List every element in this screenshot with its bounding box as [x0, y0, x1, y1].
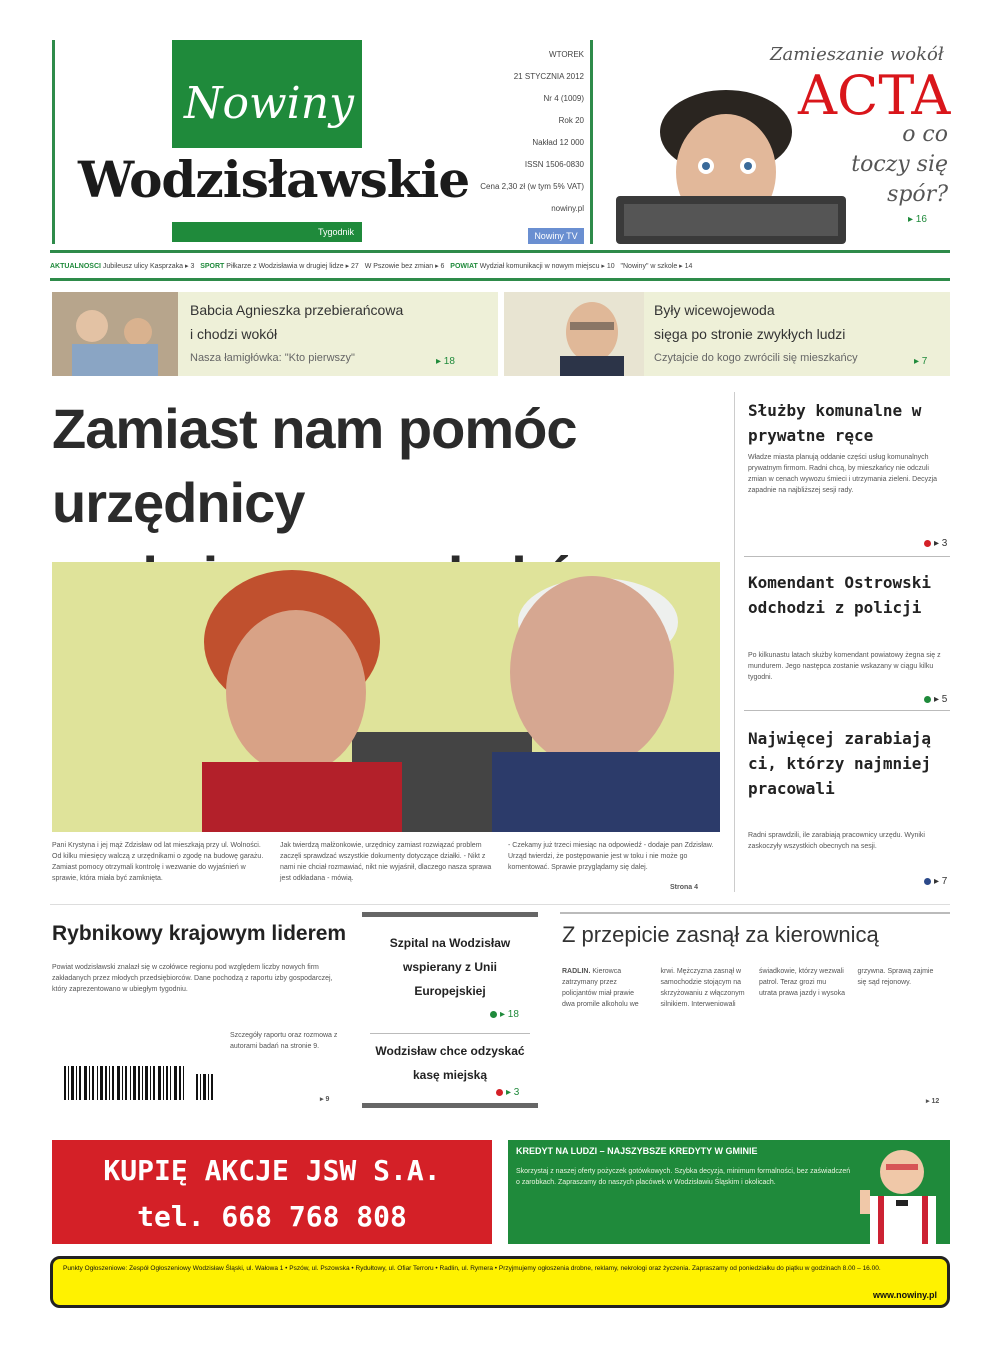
lower-right-rule [560, 912, 950, 914]
right-divider [744, 556, 950, 557]
ticker-label: POWIAT [450, 263, 478, 270]
mid-teaser-item[interactable]: Szpital na Wodzisław wspierany z Unii Europejskiej [389, 936, 511, 998]
teaser-photo [504, 292, 644, 376]
ticker-bottom-rule [50, 278, 950, 281]
acta-page-ref: ▸ 16 [908, 214, 927, 225]
teaser-line: Były wicewojewoda [654, 302, 775, 318]
masthead-bottom-rule [50, 250, 950, 253]
mid-teaser-item[interactable]: Wodzisław chce odzyskać kasę miejską [375, 1044, 525, 1082]
barcode [62, 1066, 218, 1104]
teaser-page-ref: ▸ 18 [436, 356, 455, 367]
logo-bar: Tygodnik [172, 222, 362, 242]
right-story-body: Radni sprawdzili, ile zarabiają pracownicy urzędu. Wyniki zaskoczyły wszystkich obecnych na sesji. [748, 832, 925, 850]
mid-teaser-ref [490, 1009, 519, 1020]
right-story-ref [924, 876, 947, 887]
ad-loans[interactable] [508, 1140, 950, 1244]
ticker-item[interactable]: W Pszowie bez zmian ▸ 6 [364, 263, 445, 270]
right-story-title[interactable]: Najwięcej zarabiają ci, którzy najmniej pracowali [748, 729, 932, 798]
lower-section-rule [50, 904, 950, 905]
acta-title[interactable]: ACTA [798, 64, 951, 127]
lead-photo [52, 562, 720, 832]
meta-line: Cena 2,30 zł (w tym 5% VAT) [480, 182, 584, 191]
teaser-box[interactable] [504, 292, 950, 376]
masthead-divider [590, 40, 593, 244]
lower-right-body [562, 966, 944, 1104]
lead-body-col: Pani Krystyna i jej mąż Zdzisław od lat mieszkają przy ul. Wolności. Od kilku miesięcy walczą z urzędnikami o zgodę na budowę garażu. Zamiast pomocy otrzymali kontrolę i wezwanie do wyjaśnień w sprawie, która miała być zamknięta. [52, 842, 264, 882]
lower-left-body: Powiat wodzisławski znalazł się w czołówce regionu pod względem liczby nowych firm zakładanych przez młodych przedsiębiorców. Dane pochodzą z raportu izby gospodarczej, który zaprezentowano w ubiegłym tygodniu. [52, 964, 333, 993]
teaser-page-ref: ▸ 7 [914, 356, 928, 367]
ad-shares-line: KUPIĘ AKCJE JSW S.A. [103, 1154, 441, 1187]
logo-script-title: Nowiny [184, 78, 354, 129]
mid-teaser-box [362, 912, 538, 1108]
meta-line: 21 STYCZNIA 2012 [513, 72, 584, 81]
right-story-body: Władze miasta planują oddanie części usług komunalnych prywatnym firmom. Radni chcą, by mieszkańcy nie odczuli zmian w cenach wywozu śmieci i utrzymania zieleni. Decyzja zapadnie na najbliższej sesji rady. [748, 454, 938, 494]
ticker-item[interactable]: Wydział komunikacji w nowym miejscu ▸ 10 [479, 263, 615, 270]
meta-line: WTOREK [549, 50, 584, 59]
right-story-ref-text: ▸ 3 [934, 538, 948, 549]
footer-website[interactable]: www.nowiny.pl [873, 1290, 937, 1300]
lead-photo-illustration [52, 562, 720, 832]
footer-text: Punkty Ogłoszeniowe: Zespół Ogłoszeniowy Wodzisław Śląski, ul. Wałowa 1 • Pszów, ul. Pszowska • Rydułtowy, ul. Ofiar Terroru • Radlin, ul. Rymera • Przyjmujemy ogłoszenia drobne, reklamy, nekrologi oraz życzenia. Zapraszamy od poniedziałku do piątku w godzinach 8.00 – 16.00. [63, 1265, 881, 1272]
logo-title: Wodzisławskie [78, 150, 470, 209]
lead-page-ref: Strona 4 [670, 884, 699, 891]
right-story-ref [924, 538, 947, 549]
news-ticker [50, 262, 950, 270]
acta-sub-line: o co [902, 122, 948, 147]
right-story-body: Po kilkunastu latach służby komendant powiatowy żegna się z mundurem. Jego następca zostanie wskazany w ciągu kilku tygodni. [748, 652, 941, 681]
teaser-line: i chodzi wokół [190, 326, 278, 342]
lower-left-ref: ▸ 9 [320, 1096, 330, 1103]
acta-subtitle [800, 120, 948, 210]
ref-dot [924, 878, 931, 885]
issue-meta [462, 44, 584, 220]
teaser-line: sięga po stronie zwykłych ludzi [654, 326, 846, 342]
lead-body-col: Jak twierdzą małżonkowie, urzędnicy zamiast rozwiązać problem zaczęli sprawdzać wszystkie dokumenty dotyczące działki. - Nikt z nami nie chciał rozmawiać, nikt nie wyjaśnił, dlaczego nasza sprawa jest odkładana - mówią. [280, 842, 492, 882]
ad-loans-person [856, 1144, 946, 1244]
teaser-caption: Czytajcie do kogo zwrócili się mieszkańcy [654, 352, 858, 364]
ad-shares-phone: tel. 668 768 808 [137, 1200, 407, 1233]
mid-teaser-ref-text: ▸ 18 [500, 1009, 519, 1020]
teaser-line: Babcia Agnieszka przebierańcowa [190, 302, 404, 318]
lower-right-label: RADLIN. [562, 968, 591, 975]
right-story-ref [924, 694, 947, 705]
ad-loans-header: KREDYT NA LUDZI – NAJSZYBSZE KREDYTY W GMINIE [516, 1146, 758, 1156]
ticker-item[interactable]: Piłkarze z Wodzisławia w drugiej lidze ▸ 27 [226, 263, 359, 270]
right-story-ref-text: ▸ 5 [934, 694, 948, 705]
masthead-left-rule [52, 40, 55, 244]
ref-dot [490, 1011, 497, 1018]
meta-line: Nakład 12 000 [532, 138, 584, 147]
meta-line: nowiny.pl [551, 204, 584, 213]
ticker-label: AKTUALNOŚCI [50, 263, 101, 270]
right-divider [744, 710, 950, 711]
acta-kicker: Zamieszanie wokół [770, 44, 944, 65]
ticker-item[interactable]: Jubileusz ulicy Kasprzaka ▸ 3 [102, 263, 195, 270]
right-story-title[interactable]: Komendant Ostrowski odchodzi z policji [748, 573, 932, 617]
lower-right-text: Kierowca zatrzymany przez policjantów miał prawie dwa promile alkoholu we krwi. Mężczyzna zasnął w samochodzie stojącym na skrzyżowaniu z włączonym silnikiem. Interweniowali świadkowie, którzy wezwali patrol. Teraz grozi mu utrata prawa jazdy i wysoka grzywna. Sprawą zajmie się sąd rejonowy. [562, 968, 934, 1008]
right-story-ref-text: ▸ 7 [934, 876, 948, 887]
mid-teaser-ref [496, 1087, 519, 1098]
ad-shares[interactable] [52, 1140, 492, 1244]
teaser-photo [52, 292, 178, 376]
lower-right-ref: ▸ 12 [926, 1098, 940, 1105]
meta-line: Nr 4 (1009) [543, 94, 584, 103]
partner-logo: Nowiny TV [528, 228, 584, 244]
headline-line: Zamiast nam pomóc urzędnicy [52, 397, 577, 534]
teaser-caption: Nasza łamigłówka: "Kto pierwszy" [190, 352, 355, 364]
meta-line: Rok 20 [558, 116, 584, 125]
footer-notice [50, 1256, 950, 1308]
acta-sub-line: spór? [887, 182, 948, 207]
ad-loans-text: Skorzystaj z naszej oferty pożyczek gotówkowych. Szybka decyzja, minimum formalności, bez zaświadczeń o zarobkach. Zapraszamy do naszych placówek w Wodzisławiu Śląskim i okolicach. [516, 1168, 851, 1186]
ticker-item[interactable]: "Nowiny" w szkole ▸ 14 [620, 263, 693, 270]
mid-divider [370, 1033, 530, 1034]
ref-dot [924, 540, 931, 547]
ref-dot [924, 696, 931, 703]
lower-left-title[interactable]: Rybnikowy krajowym liderem [52, 922, 347, 945]
lower-right-title[interactable]: Z przepicie zasnął za kierownicą [562, 922, 879, 947]
teaser-box[interactable] [52, 292, 498, 376]
lead-body-col: - Czekamy już trzeci miesiąc na odpowiedź - dodaje pan Zdzisław. Urząd twierdzi, że postępowanie jest w toku i nie może go komentować. Sprawie przyglądamy się dalej. [508, 842, 714, 871]
right-column-rule [734, 392, 735, 892]
ref-dot [496, 1089, 503, 1096]
ticker-label: SPORT [200, 263, 225, 270]
meta-line: ISSN 1506-0830 [524, 160, 584, 169]
acta-sub-line: toczy się [851, 152, 948, 177]
right-story-title[interactable]: Służby komunalne w prywatne ręce [748, 401, 922, 445]
lower-left-body2: Szczegóły raportu oraz rozmowa z autorami badań na stronie 9. [230, 1032, 338, 1050]
mid-teaser-ref-text: ▸ 3 [506, 1087, 520, 1098]
